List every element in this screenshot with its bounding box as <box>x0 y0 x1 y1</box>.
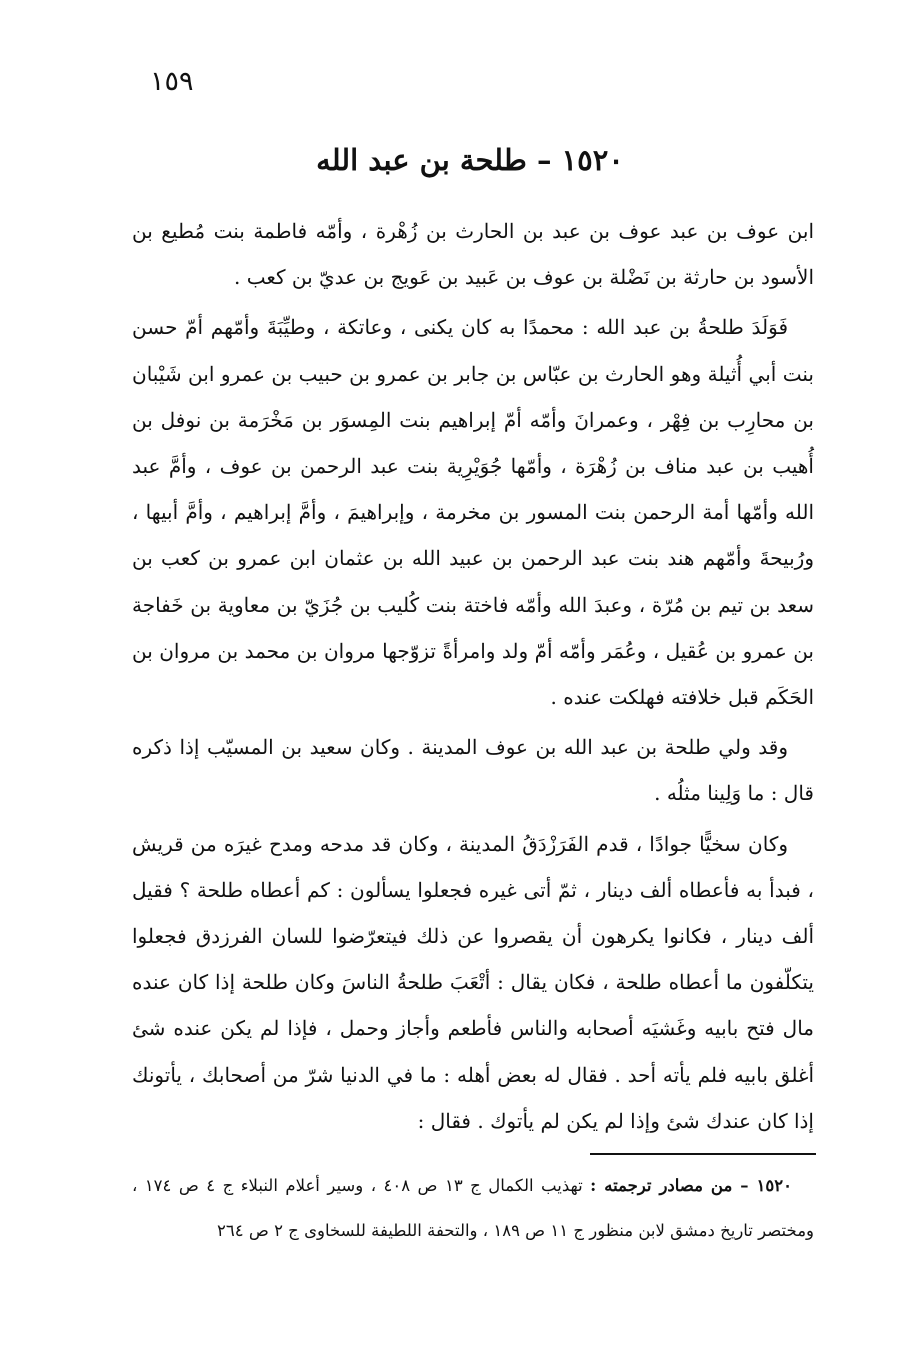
footnote-label: ١٥٢٠ – من مصادر ترجمته : <box>590 1176 792 1195</box>
page-number: ١٥٩ <box>150 66 194 97</box>
footnotes <box>132 1163 814 1253</box>
body-paragraph-children: فَوَلَدَ طلحةُ بن عبد الله : محمدًا به كان يكنى ، وعاتكة ، وطيِّبَةَ وأمّهم أمّ حسن بنت أبي أُثيلة وهو الحارث بن عبّاس بن جابر بن عمرو بن حبيب بن عمرو ابن شَيْبان بن محارِب بن فِهْر ، وعمرانَ وأمّه أمّ إبراهيم بنت المِسوَر بن مَخْرَمة بن نوفل بن أُهيب بن عبد مناف بن زُهْرَة ، وأمّها جُوَيْرِية بنت عبد الرحمن بن عوف ، وأمَّ عبد الله وأمّها أمة الرحمن بنت المسور بن مخرمة ، وإبراهيمَ ، وأمَّ إبراهيم ، وأمَّ أبيها ، ورُبيحةَ وأمّهم هند بنت عبد الرحمن بن عبيد الله بن عثمان ابن عمرو بن كعب بن سعد بن تيم بن مُرّة ، وعبدَ الله وأمّه فاختة بنت كُليب بن جُزَيّ بن معاوية بن خَفاجة بن عمرو بن عُقيل ، وعُمَر وأمّه أمّ ولد وامرأةً تزوّجها مروان بن محمد بن مروان بن الحَكَم قبل خلافته فهلكت عنده . <box>132 315 814 710</box>
entry-title: ١٥٢٠ – طلحة بن عبد الله <box>316 143 624 177</box>
entry-body <box>132 208 814 1148</box>
footnote-text: تهذيب الكمال ج ١٣ ص ٤٠٨ ، وسير أعلام النبلاء ج ٤ ص ١٧٤ ، ومختصر تاريخ دمشق لابن منظور ج ١١ ص ١٨٩ ، والتحفة اللطيفة للسخاوى ج ٢ ص ٢٦٤ <box>132 1176 814 1240</box>
body-paragraph-generosity: وكان سخيًّا جوادًا ، قدم الفَرَزْدَقُ المدينة ، وكان قد مدحه ومدح غيرَه من قريش ، فبدأ به فأعطاه ألف دينار ، ثمّ أتى غيره فجعلوا يسألون : كم أعطاه طلحة ؟ فقيل ألف دينار ، فكانوا يكرهون أن يقصروا عن ذلك فيتعرّضوا للسان الفرزدق فجعلوا يتكلّفون ما أعطاه طلحة ، فكان يقال : أتْعَبَ طلحةُ الناسَ وكان طلحة إذا كان عنده مال فتح بابيه وغَشيَه أصحابه والناس فأطعم وأجاز وحمل ، فإذا لم يكن عنده شئ أغلق بابيه فلم يأته أحد . فقال له بعض أهله : ما في الدنيا شرّ من أصحابك ، يأتونك إذا كان عندك شئ وإذا لم يكن لم يأتوك . فقال : <box>132 831 814 1133</box>
body-paragraph-governorship: وقد ولي طلحة بن عبد الله بن عوف المدينة . وكان سعيد بن المسيّب إذا ذكره قال : ما وَلِينا مثلُه . <box>132 735 814 806</box>
footnote-sources <box>132 1163 814 1253</box>
body-paragraph-lineage: ابن عوف بن عبد عوف بن عبد بن الحارث بن زُهْرة ، وأمّه فاطمة بنت مُطيع بن الأسود بن حارثة بن نَضْلة بن عوف بن عَبيد بن عَويج بن عديّ بن كعب . <box>132 219 814 290</box>
footnote-divider <box>590 1153 816 1155</box>
